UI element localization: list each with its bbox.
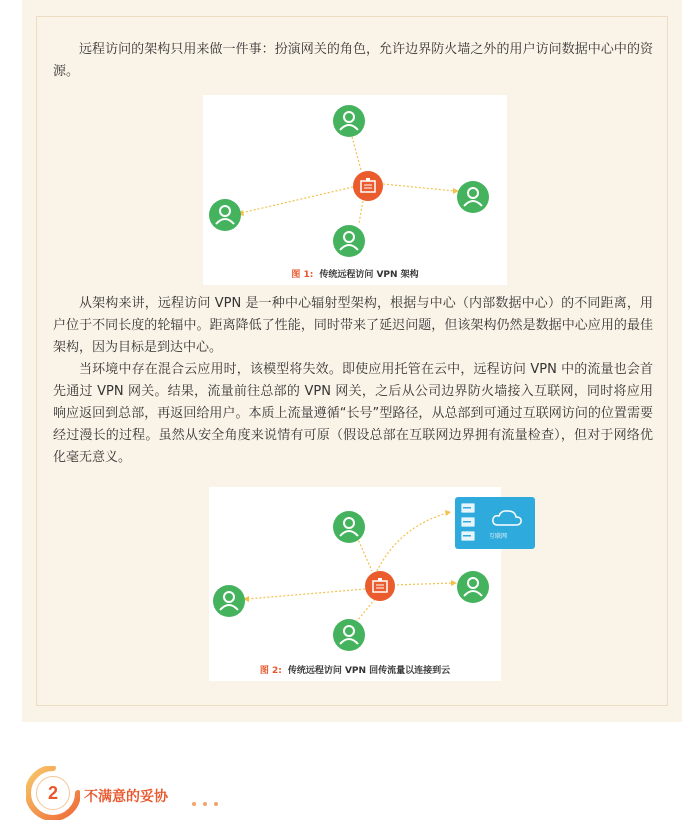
user-icon bbox=[333, 619, 365, 651]
building-icon bbox=[353, 171, 383, 201]
figure1-number: 图 1: bbox=[291, 270, 314, 280]
hybrid-cloud-paragraph: 当环境中存在混合云应用时，该模型将失效。即使应用托管在云中，远程访问 VPN 中的流量也会首先通过 VPN 网关。结果，流量前往总部的 VPN 网关，之后从公司边界防火墙接入互联网，同时将应用响应返回到总部，再返回给用户。本质上流量遵循“长号”型路径，从总部到可通过互联网访问的位置需要经过漫长的过程。虽然从安全角度来说情有可原（假设总部在互联网边界拥有流量检查），但对于网络优化毫无意义。 bbox=[53, 362, 653, 465]
hub-spoke-paragraph: 从架构来讲，远程访问 VPN 是一种中心辐射型架构，根据与中心（内部数据中心）的不同距离，用户位于不同长度的轮辐中。距离降低了性能，同时带来了延迟问题，但该架构仍然是数据中心应用的最佳架构，因为目标是到达中心。 bbox=[53, 296, 653, 355]
user-icon bbox=[213, 585, 245, 617]
section-title: 不满意的妥协 bbox=[84, 789, 168, 805]
article-frame bbox=[36, 16, 668, 706]
figure2-caption-text: 传统远程访问 VPN 回传流量以连接到云 bbox=[287, 666, 451, 676]
dot bbox=[203, 802, 207, 806]
figure-vpn-architecture bbox=[203, 95, 507, 285]
dot bbox=[192, 802, 196, 806]
section-number: 2 bbox=[36, 776, 70, 810]
user-icon bbox=[333, 105, 365, 137]
section-heading bbox=[22, 762, 422, 824]
cloud-icon bbox=[489, 507, 525, 529]
user-icon bbox=[333, 511, 365, 543]
user-icon bbox=[457, 571, 489, 603]
figure1-caption bbox=[203, 267, 507, 280]
building-icon bbox=[365, 571, 395, 601]
figure2-number: 图 2: bbox=[259, 666, 282, 676]
article-panel bbox=[22, 0, 682, 722]
figure-vpn-backhaul bbox=[209, 487, 508, 681]
dot bbox=[214, 802, 218, 806]
section-dots bbox=[192, 791, 225, 810]
intro-paragraph: 远程访问的架构只用来做一件事：扮演网关的角色，允许边界防火墙之外的用户访问数据中心中的资源。 bbox=[53, 42, 653, 79]
figure1-caption-text: 传统远程访问 VPN 架构 bbox=[319, 270, 419, 280]
figure2-caption bbox=[209, 663, 501, 676]
user-icon bbox=[209, 199, 241, 231]
internet-box bbox=[455, 497, 535, 549]
user-icon bbox=[457, 181, 489, 213]
user-icon bbox=[333, 225, 365, 257]
internet-label: 互联网 bbox=[489, 533, 508, 540]
